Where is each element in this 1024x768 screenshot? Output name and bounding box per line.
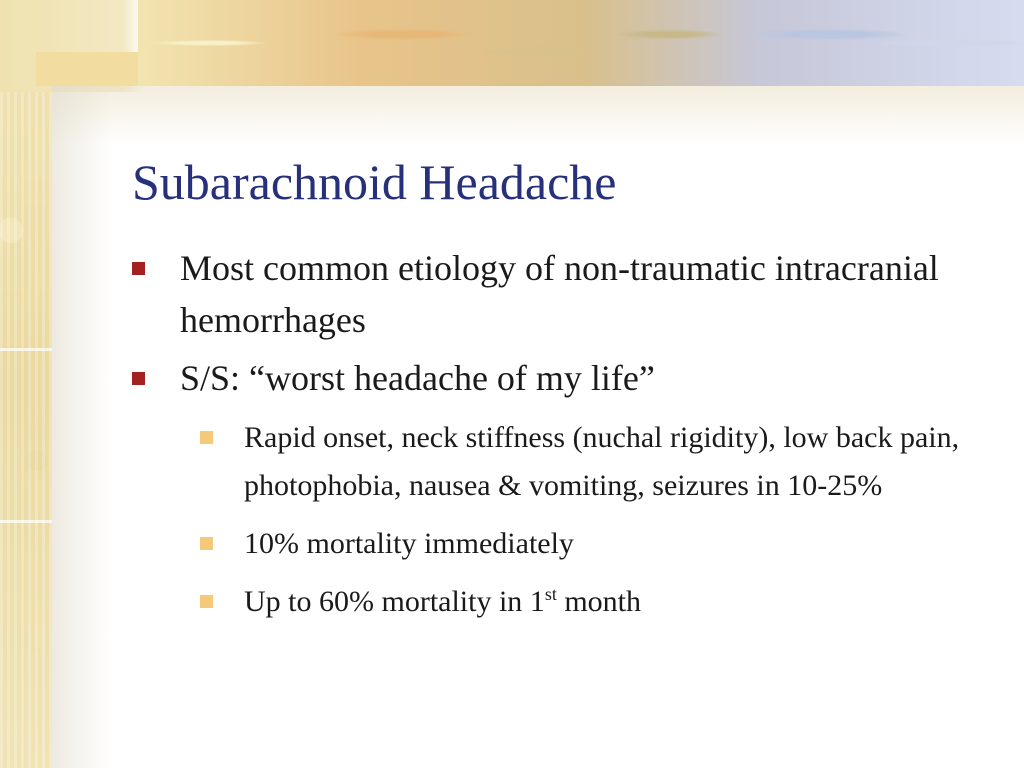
bullet-text: Most common etiology of non-traumatic intracranial hemorrhages: [180, 248, 939, 340]
sub-bullet-item: [132, 578, 992, 626]
square-bullet-icon: [132, 372, 145, 385]
sub-bullet-text: Rapid onset, neck stiffness (nuchal rigidity), low back pain, photophobia, nausea & vomiting, seizures in 10-25%: [244, 421, 960, 502]
sub-bullet-text-end: month: [556, 585, 641, 618]
decorative-shadow-top: [52, 86, 1024, 146]
bullet-text: S/S: “worst headache of my life”: [180, 358, 655, 398]
square-bullet-icon: [132, 262, 145, 275]
decorative-leaf-banner: [138, 0, 1024, 86]
decorative-left-strip: [0, 0, 52, 768]
sub-bullet-text-start: Up to 60% mortality in 1: [244, 585, 545, 618]
sub-bullet-item: [132, 520, 992, 568]
slide-body: [132, 242, 992, 632]
bullet-item: [132, 242, 992, 346]
square-sub-bullet-icon: [200, 537, 213, 550]
sub-bullet-item: [132, 414, 992, 510]
slide-title: Subarachnoid Headache: [132, 154, 617, 210]
square-sub-bullet-icon: [200, 595, 213, 608]
decorative-shadow-left: [52, 86, 112, 768]
square-sub-bullet-icon: [200, 431, 213, 444]
decorative-banner-tile: [36, 52, 138, 86]
superscript-text: st: [544, 584, 557, 604]
sub-bullet-text: 10% mortality immediately: [244, 527, 574, 560]
bullet-item: [132, 352, 992, 404]
